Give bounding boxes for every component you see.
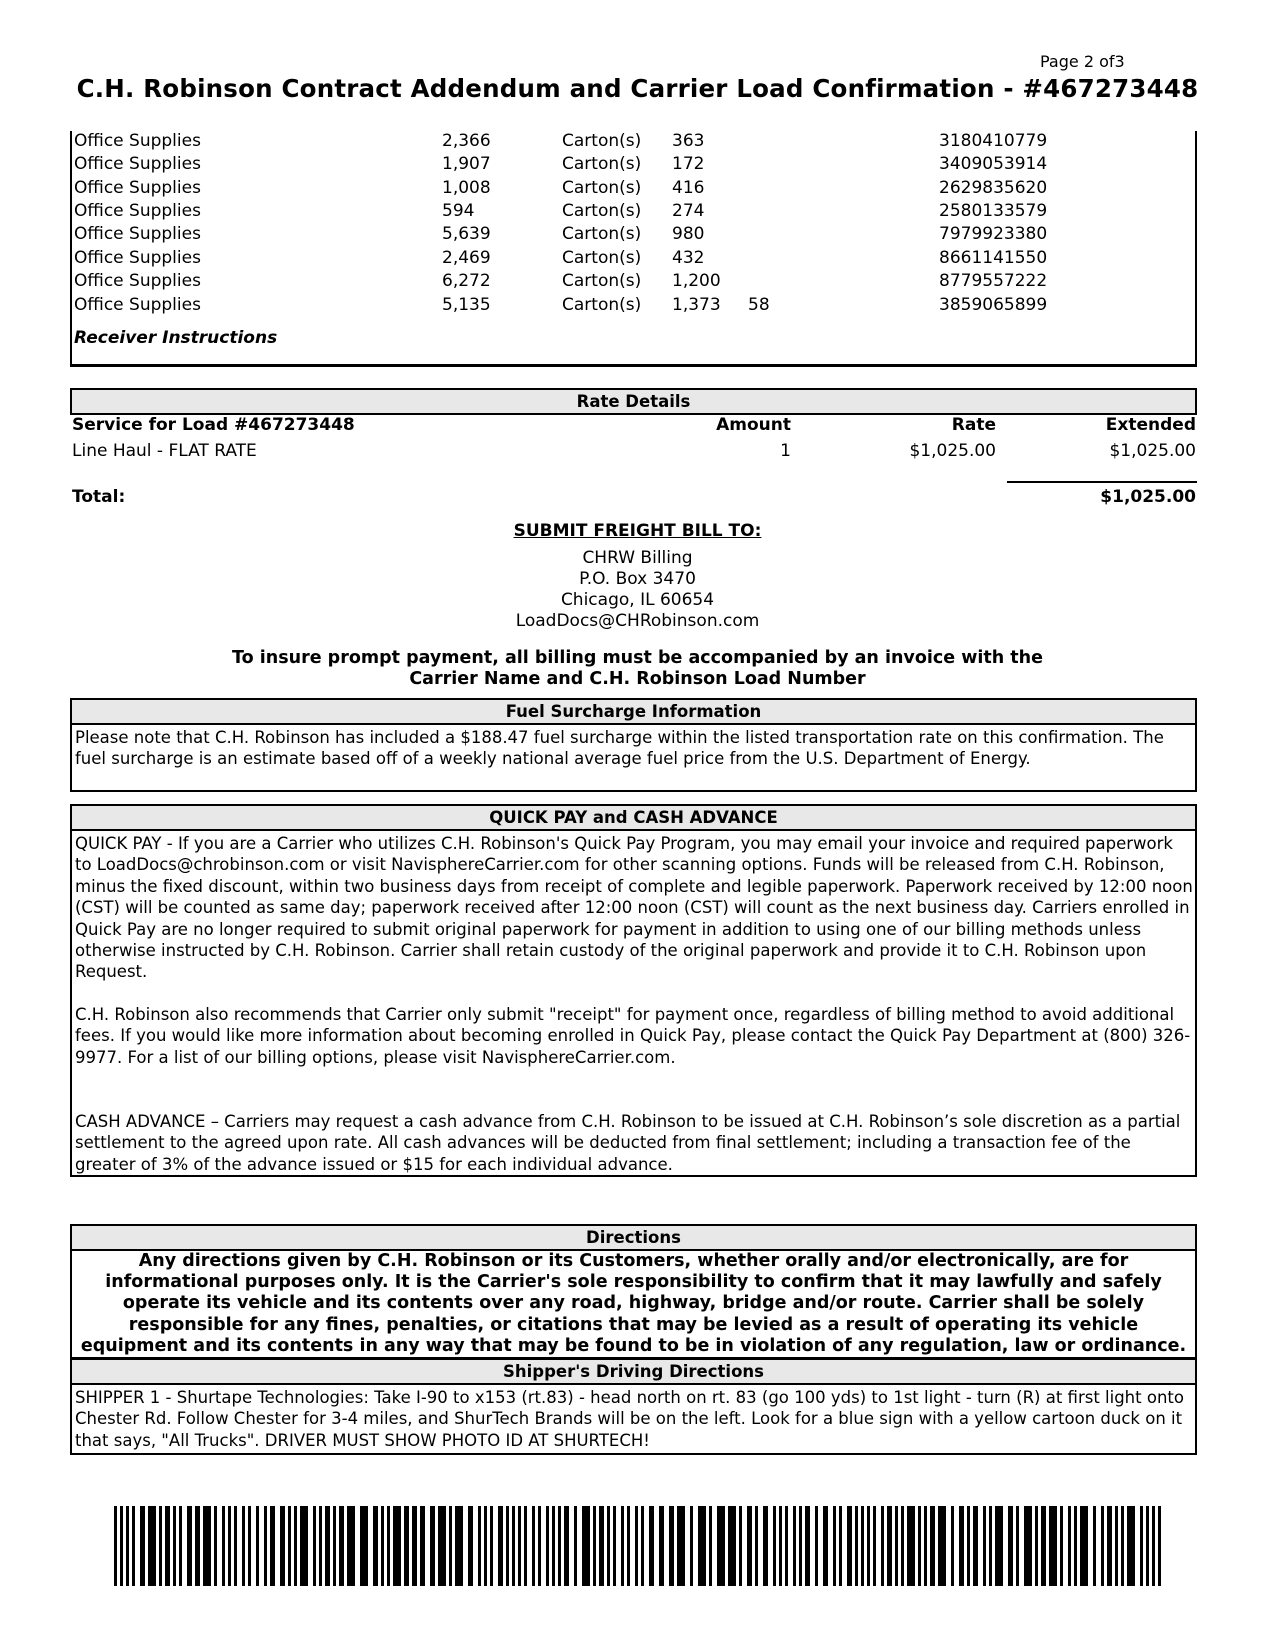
- table-row: [72, 295, 1192, 319]
- commodity-qty: 1,008: [442, 178, 491, 198]
- table-row: [72, 248, 1192, 272]
- barcode-bar: [1008, 1506, 1013, 1586]
- barcode-bar: [195, 1506, 200, 1586]
- commodity-weight: 363: [672, 131, 705, 151]
- barcode-bar: [120, 1506, 123, 1586]
- barcode-bar: [126, 1506, 129, 1586]
- barcode-bar: [319, 1506, 322, 1586]
- commodity-ref: 8661141550: [939, 248, 1048, 268]
- barcode-bar: [1107, 1506, 1112, 1586]
- fuel-surcharge-header: Fuel Surcharge Information: [70, 698, 1197, 725]
- barcode-bar: [918, 1506, 921, 1586]
- commodity-desc: Office Supplies: [74, 271, 201, 291]
- barcode-bar: [1127, 1506, 1135, 1586]
- quick-pay-recommendation: C.H. Robinson also recommends that Carrier only submit "receipt" for payment once, regardless of billing method to avoid additional fees. If you would like more information about becoming enrolled in Quick Pay, please contact the Quick Pay Department at (800) 326-9977. For a list of our billing options, please visit NavisphereCarrier.com.: [75, 1004, 1191, 1067]
- commodity-unit: Carton(s): [562, 154, 642, 174]
- barcode-bar: [524, 1506, 527, 1586]
- barcode-bar: [930, 1506, 935, 1586]
- barcode-bar: [785, 1506, 788, 1586]
- barcode-bar: [1024, 1506, 1032, 1586]
- barcode-bar: [1115, 1506, 1118, 1586]
- rate-details-header: Rate Details: [70, 388, 1197, 415]
- barcode-bar: [1158, 1506, 1161, 1586]
- commodity-desc: Office Supplies: [74, 178, 201, 198]
- barcode-bar: [288, 1506, 291, 1586]
- barcode-bar: [739, 1506, 742, 1586]
- commodity-unit: Carton(s): [562, 224, 642, 244]
- barcode-bar: [1016, 1506, 1019, 1586]
- barcode-bar: [552, 1506, 555, 1586]
- barcode-bar: [773, 1506, 776, 1586]
- cash-advance-paragraph: CASH ADVANCE – Carriers may request a cash advance from C.H. Robinson to be issued at C.H. Robinson’s sole discretion as a partial settlement to the agreed upon rate. All cash advances will be deducted from final settlement; including a transaction fee of the greater of 3% of the advance issued or $15 for each individual advance.: [75, 1112, 1181, 1174]
- barcode-bar: [574, 1506, 577, 1586]
- barcode-bar: [677, 1506, 685, 1586]
- barcode-bar: [779, 1506, 782, 1586]
- commodity-desc: Office Supplies: [74, 201, 201, 221]
- barcode-bar: [599, 1506, 604, 1586]
- table-row: [72, 131, 1192, 155]
- barcode-bar: [867, 1506, 870, 1586]
- barcode-bar: [179, 1506, 182, 1586]
- table-row: [72, 178, 1192, 202]
- commodity-weight: 416: [672, 178, 705, 198]
- barcode-bar: [546, 1506, 549, 1586]
- barcode-bar: [805, 1506, 810, 1586]
- quick-pay-header: QUICK PAY and CASH ADVANCE: [70, 804, 1197, 831]
- service-column-header: Service for Load #467273448: [72, 415, 355, 435]
- commodity-unit: Carton(s): [562, 248, 642, 268]
- barcode-bar: [449, 1506, 452, 1586]
- barcode-bar: [478, 1506, 481, 1586]
- directions-header: Directions: [70, 1224, 1197, 1251]
- barcode-bar: [339, 1506, 344, 1586]
- commodity-unit: Carton(s): [562, 201, 642, 221]
- barcode-bar: [387, 1506, 390, 1586]
- barcode-bar: [468, 1506, 473, 1586]
- barcode-bar: [506, 1506, 509, 1586]
- commodity-desc: Office Supplies: [74, 248, 201, 268]
- total-underline: [1007, 481, 1197, 483]
- barcode-bar: [747, 1506, 752, 1586]
- barcode-bar: [582, 1506, 590, 1586]
- barcode-bar: [989, 1506, 992, 1586]
- line-haul-description: Line Haul - FLAT RATE: [72, 441, 257, 461]
- billing-city: Chicago, IL 60654: [560, 590, 715, 610]
- barcode-bar: [234, 1506, 237, 1586]
- barcode-bar: [1080, 1506, 1088, 1586]
- commodity-weight: 172: [672, 154, 705, 174]
- commodity-desc: Office Supplies: [74, 295, 201, 315]
- barcode-bar: [256, 1506, 259, 1586]
- barcode-bar: [847, 1506, 852, 1586]
- page-number: Page 2 of3: [1040, 52, 1125, 71]
- barcode-bar: [924, 1506, 927, 1586]
- barcode-bar: [1060, 1506, 1063, 1586]
- barcode-bar: [728, 1506, 736, 1586]
- billing-name: CHRW Billing: [582, 548, 693, 568]
- commodity-extra: 58: [748, 295, 770, 315]
- barcode-bar: [907, 1506, 915, 1586]
- barcode-bar: [641, 1506, 644, 1586]
- commodity-weight: 432: [672, 248, 705, 268]
- amount-column-header: Amount: [716, 415, 791, 435]
- table-row: [72, 154, 1192, 178]
- barcode-bar: [333, 1506, 336, 1586]
- commodity-qty: 594: [442, 201, 475, 221]
- barcode-bar: [264, 1506, 267, 1586]
- fuel-surcharge-box: [70, 725, 1197, 792]
- submit-freight-bill-header: SUBMIT FREIGHT BILL TO:: [513, 521, 762, 541]
- barcode-bar: [763, 1506, 768, 1586]
- shipper-directions-header: Shipper's Driving Directions: [70, 1358, 1197, 1385]
- barcode-bar: [248, 1506, 251, 1586]
- receiver-instructions-label: Receiver Instructions: [74, 328, 278, 348]
- barcode-bar: [280, 1506, 285, 1586]
- commodity-qty: 5,639: [442, 224, 491, 244]
- barcode-bar: [165, 1506, 170, 1586]
- barcode-bar: [895, 1506, 898, 1586]
- barcode-bar: [833, 1506, 836, 1586]
- directions-disclaimer: Any directions given by C.H. Robinson or its Customers, whether orally and/or electronically, are for informational purposes only. It is the Carrier's sole responsibility to confirm that it may lawfully and safely operate its vehicle and its contents over any road, highway, bridge and/or route. Carrier shall be solely responsible for any fines, penalties, or citations that may be levied as a result of operating its vehicle equipment and its contents in any way that may be found to be in violation of any regulation, law or ordinance.: [80, 1251, 1187, 1356]
- barcode-bar: [360, 1506, 368, 1586]
- line-amount: 1: [780, 441, 791, 461]
- commodity-ref: 3180410779: [939, 131, 1048, 151]
- barcode-bar: [490, 1506, 493, 1586]
- rate-line-row: [72, 441, 1196, 465]
- commodity-qty: 6,272: [442, 271, 491, 291]
- barcode-bar: [430, 1506, 435, 1586]
- barcode-bar: [1049, 1506, 1057, 1586]
- barcode-bar: [839, 1506, 842, 1586]
- barcode-bar: [564, 1506, 569, 1586]
- barcode-bar: [938, 1506, 946, 1586]
- barcode-bar: [959, 1506, 964, 1586]
- barcode-bar: [873, 1506, 876, 1586]
- barcode-bar: [799, 1506, 802, 1586]
- barcode-bar: [690, 1506, 693, 1586]
- commodity-weight: 1,373: [672, 295, 721, 315]
- commodity-qty: 2,469: [442, 248, 491, 268]
- barcode-bar: [901, 1506, 904, 1586]
- barcode-bar: [717, 1506, 725, 1586]
- barcode-bar: [815, 1506, 818, 1586]
- prompt-line-1: To insure prompt payment, all billing must be accompanied by an invoice with the: [232, 648, 1043, 668]
- barcode-bar: [132, 1506, 135, 1586]
- barcode-bar: [173, 1506, 176, 1586]
- barcode-bar: [995, 1506, 1003, 1586]
- rate-column-header: Rate: [951, 415, 996, 435]
- barcode-bar: [242, 1506, 245, 1586]
- barcode-bar: [538, 1506, 541, 1586]
- shipper-directions-box: [70, 1385, 1197, 1455]
- barcode-bar: [114, 1506, 117, 1586]
- fuel-surcharge-text: Please note that C.H. Robinson has included a $188.47 fuel surcharge within the listed transportation rate on this confirmation. The fuel surcharge is an estimate based off of a weekly national average fuel price from the U.S. Department of Energy.: [75, 728, 1164, 769]
- billing-po-box: P.O. Box 3470: [579, 569, 696, 589]
- barcode-bar: [621, 1506, 624, 1586]
- barcode-bar: [1035, 1506, 1038, 1586]
- barcode-bar: [709, 1506, 712, 1586]
- commodity-ref: 7979923380: [939, 224, 1048, 244]
- barcode-bar: [455, 1506, 463, 1586]
- barcode-bar: [518, 1506, 521, 1586]
- barcode-bar: [823, 1506, 828, 1586]
- directions-box: [70, 1251, 1197, 1359]
- barcode-bar: [498, 1506, 503, 1586]
- commodity-ref: 3409053914: [939, 154, 1048, 174]
- barcode-bar: [159, 1506, 162, 1586]
- barcode-bar: [1074, 1506, 1077, 1586]
- barcode-bar: [1146, 1506, 1149, 1586]
- barcode-bar: [558, 1506, 561, 1586]
- rate-column-headers: [72, 415, 1196, 439]
- barcode-bar: [532, 1506, 535, 1586]
- barcode-bar: [1101, 1506, 1104, 1586]
- quick-pay-body: [72, 831, 1195, 1177]
- barcode-bar: [635, 1506, 638, 1586]
- commodity-table: [70, 131, 1197, 367]
- barcode-bar: [698, 1506, 706, 1586]
- extended-column-header: Extended: [1105, 415, 1196, 435]
- commodity-ref: 3859065899: [939, 295, 1048, 315]
- quick-pay-box: [70, 831, 1197, 1177]
- barcode-bar: [393, 1506, 401, 1586]
- shipper-directions-text: SHIPPER 1 - Shurtape Technologies: Take I-90 to x153 (rt.83) - head north on rt. 83 (go 100 yds) to 1st light - turn (R) at first light onto Chester Rd. Follow Chester for 3-4 miles, and ShurTech Brands will be on the left. Look for a blue sign with a yellow cartoon duck on it that says, "All Trucks". DRIVER MUST SHOW PHOTO ID AT SHURTECH!: [75, 1388, 1184, 1450]
- commodity-unit: Carton(s): [562, 131, 642, 151]
- barcode-bar: [187, 1506, 192, 1586]
- barcode-bar: [983, 1506, 986, 1586]
- barcode-bar: [420, 1506, 425, 1586]
- barcode-bar: [313, 1506, 316, 1586]
- barcode-bar: [373, 1506, 378, 1586]
- barcode-bar: [325, 1506, 330, 1586]
- barcode-bar: [793, 1506, 796, 1586]
- barcode-bar: [649, 1506, 654, 1586]
- prompt-line-2: Carrier Name and C.H. Robinson Load Number: [409, 669, 866, 689]
- barcode-bar: [203, 1506, 211, 1586]
- barcode-bar: [484, 1506, 487, 1586]
- barcode-bar: [228, 1506, 231, 1586]
- barcode-bar: [412, 1506, 417, 1586]
- commodity-desc: Office Supplies: [74, 154, 201, 174]
- total-value: $1,025.00: [1100, 487, 1196, 507]
- commodity-qty: 1,907: [442, 154, 491, 174]
- barcode-bar: [1041, 1506, 1046, 1586]
- commodity-unit: Carton(s): [562, 178, 642, 198]
- barcode-bar: [593, 1506, 596, 1586]
- barcode-bar: [381, 1506, 384, 1586]
- barcode-bar: [1093, 1506, 1096, 1586]
- line-rate: $1,025.00: [909, 441, 996, 461]
- barcode-bar: [214, 1506, 217, 1586]
- barcode-bar: [613, 1506, 616, 1586]
- barcode-bar: [1152, 1506, 1155, 1586]
- commodity-unit: Carton(s): [562, 271, 642, 291]
- commodity-desc: Office Supplies: [74, 224, 201, 244]
- barcode-bar: [659, 1506, 664, 1586]
- prompt-payment-notice: [0, 648, 1275, 690]
- table-row: [72, 271, 1192, 295]
- barcode-bar: [855, 1506, 858, 1586]
- barcode-bar: [347, 1506, 355, 1586]
- barcode-bar: [973, 1506, 978, 1586]
- barcode-bar: [1140, 1506, 1143, 1586]
- barcode-bar: [512, 1506, 515, 1586]
- commodity-qty: 2,366: [442, 131, 491, 151]
- barcode-bar: [607, 1506, 610, 1586]
- barcode-bar: [669, 1506, 674, 1586]
- barcode-bar: [270, 1506, 275, 1586]
- barcode-bar: [300, 1506, 308, 1586]
- table-row: [72, 201, 1192, 225]
- barcode-icon: [114, 1506, 1164, 1586]
- total-row: [72, 487, 1196, 511]
- barcode-bar: [881, 1506, 884, 1586]
- document-title: C.H. Robinson Contract Addendum and Carrier Load Confirmation - #467273448: [76, 74, 1199, 103]
- barcode-bar: [887, 1506, 892, 1586]
- barcode-bar: [967, 1506, 970, 1586]
- commodity-ref: 2580133579: [939, 201, 1048, 221]
- barcode-bar: [222, 1506, 225, 1586]
- commodity-weight: 274: [672, 201, 705, 221]
- table-row: [72, 224, 1192, 248]
- commodity-unit: Carton(s): [562, 295, 642, 315]
- quick-pay-paragraph: QUICK PAY - If you are a Carrier who utilizes C.H. Robinson's Quick Pay Program, you may email your invoice and required paperwork to LoadDocs@chrobinson.com or visit NavisphereCarrier.com for other scanning options. Funds will be released from C.H. Robinson, minus the fixed discount, within two business days from receipt of complete and legible paperwork. Paperwork received by 12:00 noon (CST) will be counted as same day; paperwork received after 12:00 noon (CST) will count as the next business day. Carriers enrolled in Quick Pay are no longer required to submit original paperwork for payment in addition to using one of our billing methods unless otherwise instructed by C.H. Robinson. Carrier shall retain custody of the original paperwork and provide it to C.H. Robinson upon Request.: [75, 834, 1193, 982]
- commodity-weight: 1,200: [672, 271, 721, 291]
- barcode-bar: [148, 1506, 156, 1586]
- commodity-qty: 5,135: [442, 295, 491, 315]
- barcode-bar: [404, 1506, 409, 1586]
- receiver-instructions-row: [72, 328, 1192, 352]
- barcode-bar: [438, 1506, 446, 1586]
- line-extended: $1,025.00: [1109, 441, 1196, 461]
- billing-email: LoadDocs@CHRobinson.com: [515, 611, 760, 631]
- commodity-ref: 2629835620: [939, 178, 1048, 198]
- barcode-bar: [755, 1506, 758, 1586]
- commodity-desc: Office Supplies: [74, 131, 201, 151]
- total-label: Total:: [72, 487, 126, 507]
- barcode-bar: [1121, 1506, 1124, 1586]
- barcode-bar: [1068, 1506, 1071, 1586]
- barcode-bar: [627, 1506, 630, 1586]
- commodity-ref: 8779557222: [939, 271, 1048, 291]
- commodity-weight: 980: [672, 224, 705, 244]
- barcode-bar: [294, 1506, 297, 1586]
- barcode-bar: [951, 1506, 954, 1586]
- barcode-bar: [861, 1506, 864, 1586]
- barcode-bar: [140, 1506, 145, 1586]
